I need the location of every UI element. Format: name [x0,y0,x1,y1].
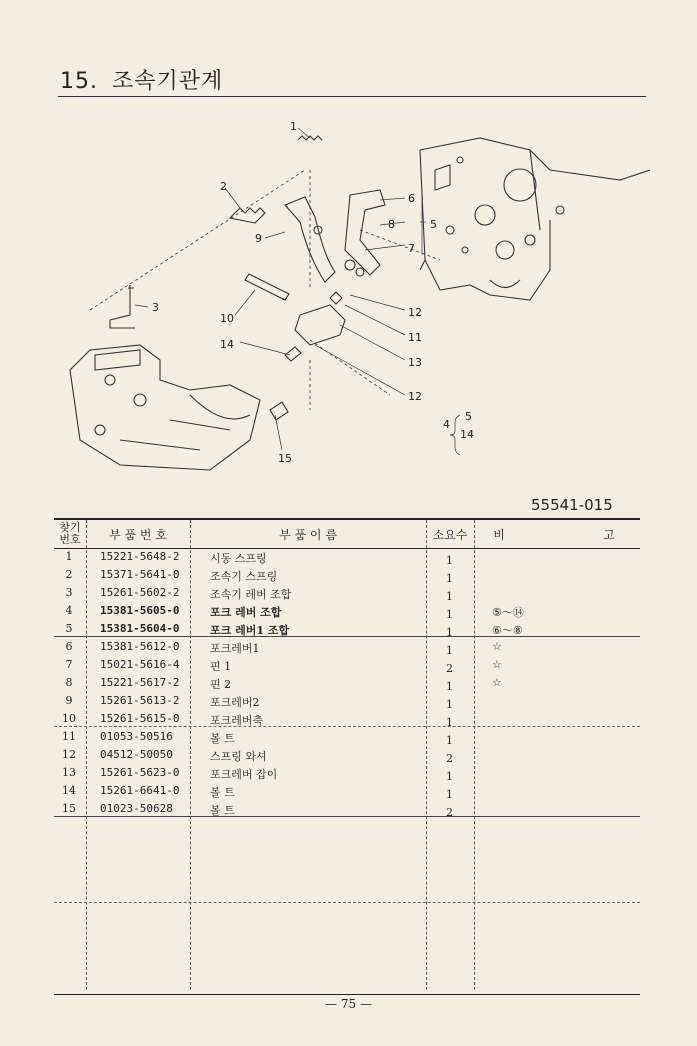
table-row [54,782,640,800]
exploded-parts-diagram [60,110,650,480]
callout-7: 7 [408,242,415,255]
ref-no-cell: 3 [65,586,73,599]
page-number: — 75 — [325,997,372,1011]
part-name-cell: 시동 스프링 [210,552,267,565]
part-number-cell: 15381-5605-0 [100,604,180,617]
section-title [60,64,223,95]
group-label-5: 5 [465,410,472,423]
quantity-cell: 1 [446,626,453,639]
part-number-cell: 15371-5641-0 [100,568,180,581]
header-part-no: 부 품 번 호 [109,527,167,542]
part-9-drawing [285,197,335,282]
part-name-cell: 포크 레버1 조합 [210,624,290,637]
table-row [54,638,640,656]
ref-no-cell: 6 [65,640,73,653]
quantity-cell: 1 [446,572,453,585]
callout-13: 13 [408,356,422,369]
remarks-cell: ⑤～⑭ [492,606,524,619]
part-number-cell: 15261-5623-0 [100,766,180,779]
header-ref-line2: 번호 [59,533,81,546]
table-bottom-rule [54,994,640,995]
ref-no-cell: 11 [62,730,76,743]
callout-12b: 12 [408,390,422,403]
table-row [54,674,640,692]
part-name-cell: 포크레버1 [210,642,260,655]
ref-no-cell: 5 [65,622,73,635]
ref-no-cell: 8 [65,676,73,689]
part-2-drawing [230,208,265,223]
part-15-drawing [270,402,288,420]
callout-9: 9 [255,232,262,245]
table-row [54,548,640,566]
table-row [54,656,640,674]
part-number-cell: 15021-5616-4 [100,658,180,671]
part-name-cell: 조속기 스프링 [210,570,278,583]
ref-no-cell: 12 [62,748,76,761]
ref-no-cell: 14 [62,784,76,797]
ref-no-cell: 2 [65,568,73,581]
table-row [54,584,640,602]
remarks-cell: ☆ [492,676,502,689]
table-header [54,520,640,549]
header-remarks-1: 비 [493,527,505,542]
remarks-cell: ⑥～⑧ [492,624,523,637]
part-name-cell: 스프링 와셔 [210,750,267,763]
quantity-cell: 1 [446,698,453,711]
ref-no-cell: 10 [62,712,76,725]
header-qty: 소요수 [432,527,468,542]
part-name-cell: 포크레버축 [210,714,264,727]
part-name-cell: 핀 2 [210,678,232,691]
quantity-cell: 1 [446,734,453,747]
part-number-cell: 15261-5615-0 [100,712,180,725]
table-row [54,692,640,710]
part-name-cell: 볼 트 [210,804,235,817]
quantity-cell: 1 [446,590,453,603]
quantity-cell: 1 [446,716,453,729]
quantity-cell: 2 [446,662,453,675]
part-number-cell: 15261-5613-2 [100,694,180,707]
part-name-cell: 볼 트 [210,732,235,745]
part-name-cell: 포크레버2 [210,696,260,709]
ref-no-cell: 7 [65,658,73,671]
quantity-cell: 1 [446,788,453,801]
callout-3: 3 [152,301,159,314]
part-5-drawing [345,190,385,275]
quantity-cell: 1 [446,680,453,693]
part-number-cell: 15381-5604-0 [100,622,180,635]
ref-no-cell: 9 [65,694,73,707]
part-number-cell: 15381-5612-0 [100,640,180,653]
part-number-cell: 15261-6641-0 [100,784,180,797]
group-divider [54,816,640,817]
part-name-cell: 볼 트 [210,786,235,799]
quantity-cell: 1 [446,608,453,621]
group-label-14: 14 [460,428,474,441]
part-number-cell: 01023-50628 [100,802,173,815]
callout-8: 8 [388,218,395,231]
header-remarks-2: 고 [603,527,615,542]
callout-15: 15 [278,452,292,465]
remarks-cell: ☆ [492,640,502,653]
part-name-cell: 조속기 레버 조합 [210,588,292,601]
group-divider [54,902,640,903]
table-row [54,602,640,620]
part-10-drawing [245,274,289,300]
callout-11: 11 [408,331,422,344]
ref-no-cell: 15 [62,802,76,815]
part-name-cell: 포크 레버 조합 [210,606,282,619]
ref-no-cell: 1 [65,550,73,563]
part-number-cell: 04512-50050 [100,748,173,761]
table-row [54,746,640,764]
callout-1: 1 [290,120,297,133]
part-number-cell: 01053-50516 [100,730,173,743]
callout-5: 5 [430,218,437,231]
callout-14: 14 [220,338,234,351]
part-number-cell: 15221-5617-2 [100,676,180,689]
part-name-cell: 포크레버 잡이 [210,768,278,781]
section-name: 조속기관계 [112,69,224,94]
quantity-cell: 2 [446,752,453,765]
callout-6: 6 [408,192,415,205]
part-number-cell: 15221-5648-2 [100,550,180,563]
callout-10: 10 [220,312,234,325]
quantity-cell: 1 [446,644,453,657]
section-number: 15. [60,69,98,94]
table-row [54,728,640,746]
governor-housing-drawing [70,345,260,470]
title-underline [58,96,646,97]
group-label-4: 4 [443,418,450,431]
part-3-drawing [110,285,135,328]
group-divider [54,636,640,637]
ref-no-cell: 13 [62,766,76,779]
quantity-cell: 1 [446,554,453,567]
part-13-drawing [295,305,345,345]
callout-12a: 12 [408,306,422,319]
part-name-cell: 핀 1 [210,660,232,673]
ref-no-cell: 4 [65,604,73,617]
header-ref-line1: 찾기 [59,521,81,534]
quantity-cell: 2 [446,806,453,819]
part-number-cell: 15261-5602-2 [100,586,180,599]
remarks-cell: ☆ [492,658,502,671]
table-row [54,566,640,584]
quantity-cell: 1 [446,770,453,783]
header-part-name: 부 품 이 름 [279,527,337,542]
engine-block-drawing [420,138,650,300]
header-ref-no [54,520,86,548]
part-11-drawing [330,292,342,304]
table-row [54,764,640,782]
catalog-number: 55541-015 [531,496,613,514]
group-divider [54,726,640,727]
callout-2: 2 [220,180,227,193]
